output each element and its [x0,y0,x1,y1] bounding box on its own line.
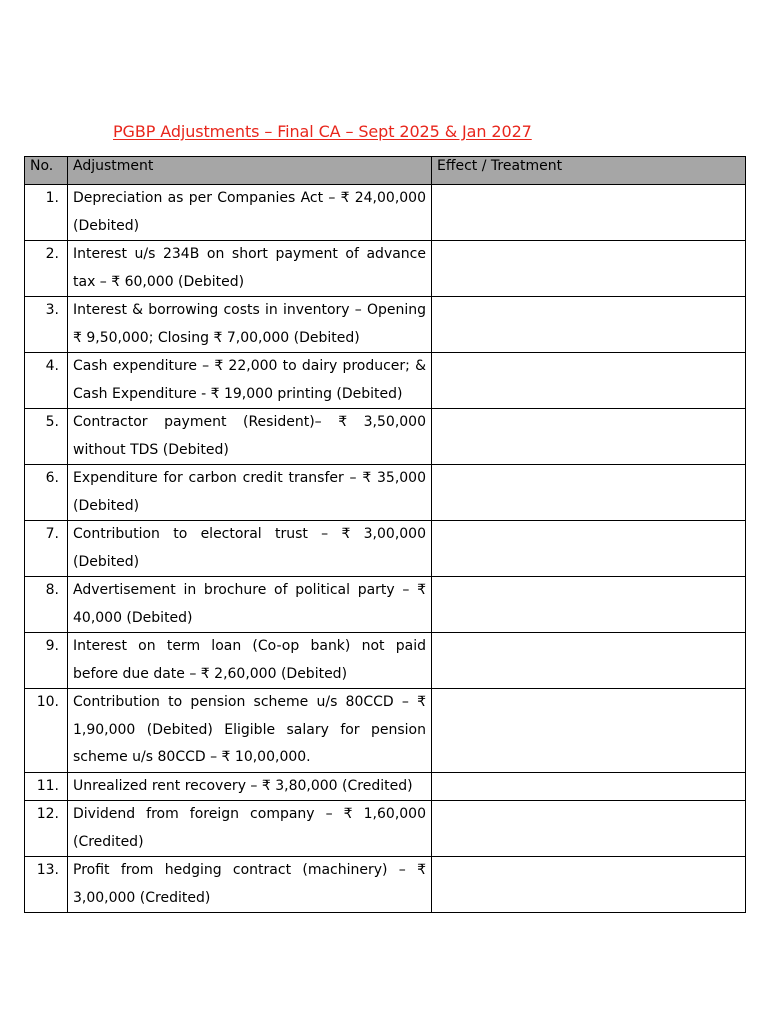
row-number: 1. [25,185,68,241]
table-row [25,577,746,633]
effect-cell [432,801,746,857]
header-effect: Effect / Treatment [432,157,746,185]
page-title: PGBP Adjustments – Final CA – Sept 2025 & Jan 2027 [113,122,532,141]
effect-cell [432,353,746,409]
header-adjustment: Adjustment [68,157,432,185]
effect-cell [432,577,746,633]
adjustment-cell: Contribution to pension scheme u/s 80CCD – ₹ 1,90,000 (Debited) Eligible salary for pension scheme u/s 80CCD – ₹ 10,00,000. [68,689,432,773]
row-number: 2. [25,241,68,297]
table-row [25,857,746,913]
adjustments-table [24,156,746,913]
effect-cell [432,857,746,913]
effect-cell [432,772,746,801]
table-row [25,465,746,521]
effect-cell [432,185,746,241]
row-number: 9. [25,633,68,689]
effect-cell [432,241,746,297]
adjustment-cell: Advertisement in brochure of political party – ₹ 40,000 (Debited) [68,577,432,633]
adjustment-cell: Interest u/s 234B on short payment of advance tax – ₹ 60,000 (Debited) [68,241,432,297]
table-row [25,633,746,689]
effect-cell [432,689,746,773]
adjustment-cell: Profit from hedging contract (machinery) – ₹ 3,00,000 (Credited) [68,857,432,913]
row-number: 7. [25,521,68,577]
row-number: 3. [25,297,68,353]
table-row [25,689,746,773]
adjustment-cell: Interest on term loan (Co-op bank) not paid before due date – ₹ 2,60,000 (Debited) [68,633,432,689]
adjustment-cell: Contractor payment (Resident)– ₹ 3,50,000 without TDS (Debited) [68,409,432,465]
row-number: 13. [25,857,68,913]
row-number: 10. [25,689,68,773]
effect-cell [432,465,746,521]
table-row [25,353,746,409]
table-row [25,521,746,577]
table-row [25,241,746,297]
header-no: No. [25,157,68,185]
table-row [25,801,746,857]
row-number: 12. [25,801,68,857]
row-number: 11. [25,772,68,801]
row-number: 6. [25,465,68,521]
table-row [25,772,746,801]
adjustment-cell: Expenditure for carbon credit transfer – ₹ 35,000 (Debited) [68,465,432,521]
adjustment-cell: Depreciation as per Companies Act – ₹ 24,00,000 (Debited) [68,185,432,241]
row-number: 5. [25,409,68,465]
table-header-row [25,157,746,185]
effect-cell [432,297,746,353]
adjustment-cell: Unrealized rent recovery – ₹ 3,80,000 (Credited) [68,772,432,801]
adjustment-cell: Cash expenditure – ₹ 22,000 to dairy producer; & Cash Expenditure - ₹ 19,000 printing (Debited) [68,353,432,409]
table-row [25,297,746,353]
table-row [25,185,746,241]
row-number: 8. [25,577,68,633]
effect-cell [432,409,746,465]
row-number: 4. [25,353,68,409]
adjustment-cell: Dividend from foreign company – ₹ 1,60,000 (Credited) [68,801,432,857]
effect-cell [432,633,746,689]
effect-cell [432,521,746,577]
table-row [25,409,746,465]
adjustment-cell: Interest & borrowing costs in inventory – Opening ₹ 9,50,000; Closing ₹ 7,00,000 (Debited) [68,297,432,353]
adjustment-cell: Contribution to electoral trust – ₹ 3,00,000 (Debited) [68,521,432,577]
